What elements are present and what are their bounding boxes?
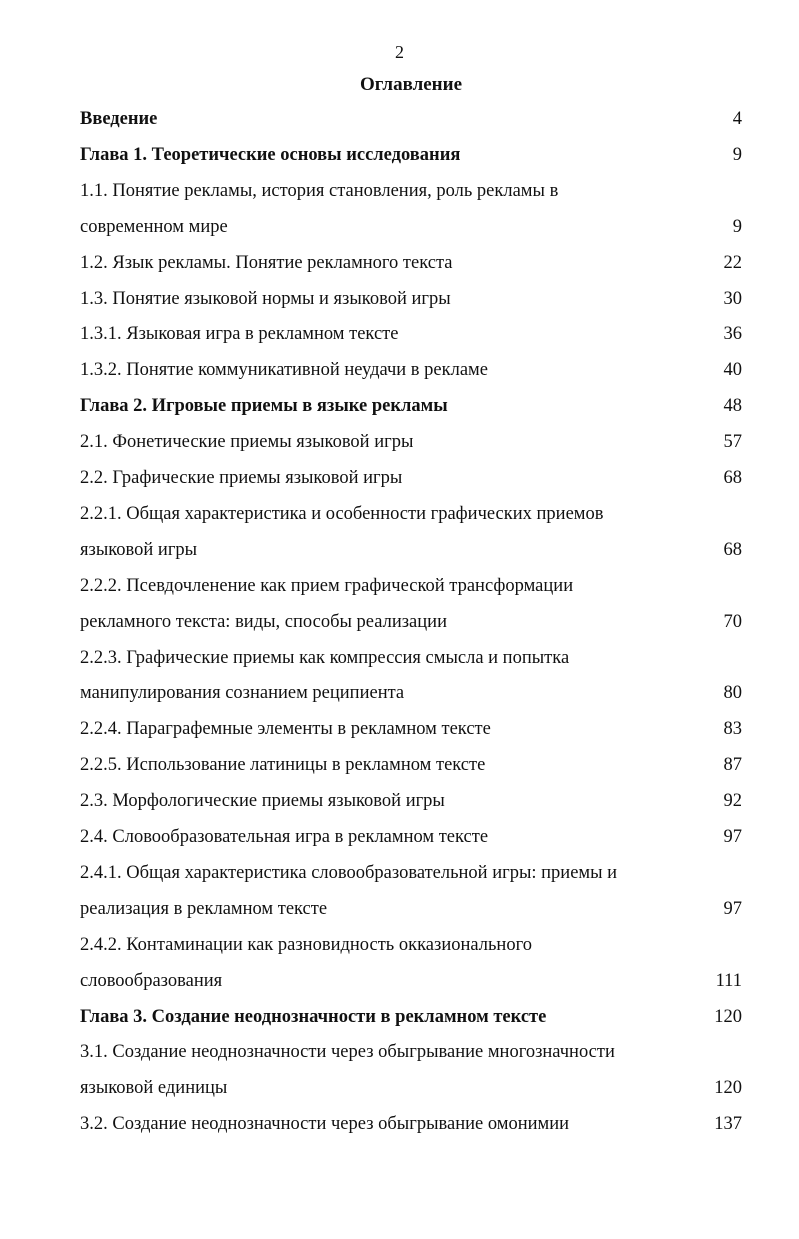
toc-entry-text: 2.2.4. Параграфемные элементы в рекламном тексте (80, 719, 491, 740)
toc-entry-page: 68 (723, 539, 742, 560)
toc-entry-page: 97 (723, 827, 742, 847)
toc-entry-text: 2.2. Графические приемы языковой игры (80, 468, 403, 488)
toc-entry-page: 92 (723, 791, 742, 812)
toc-entry-text: Глава 3. Создание неоднозначности в рекламном тексте (80, 1006, 547, 1027)
toc-entry-text: 1.1. Понятие рекламы, история становления, роль рекламы в (80, 180, 559, 201)
toc-entry-text: рекламного текста: виды, способы реализации (80, 611, 447, 632)
toc-entry-text: 2.2.1. Общая характеристика и особенности графических приемов (80, 503, 604, 524)
toc-entry-page: 9 (732, 216, 742, 237)
toc-entry-text: 2.1. Фонетические приемы языковой игры (80, 432, 414, 453)
toc-entry-page: 97 (723, 898, 742, 919)
toc-entry-page: 30 (723, 288, 742, 309)
toc-entry-page: 111 (715, 970, 742, 991)
page-number: 2 (395, 42, 404, 62)
toc-entry-page: 36 (723, 324, 742, 345)
toc-entry-page: 137 (714, 1114, 742, 1135)
toc-entry-text: 1.2. Язык рекламы. Понятие рекламного текста (80, 252, 453, 273)
toc-entry-page: 80 (723, 683, 742, 704)
toc-entry-page: 120 (714, 1078, 742, 1099)
toc-entry-page: 9 (732, 144, 742, 165)
toc-entry-page: 4 (732, 109, 742, 129)
toc-entry-text: 1.3.2. Понятие коммуникативной неудачи в рекламе (80, 360, 488, 381)
toc-entry-text: 3.2. Создание неоднозначности через обыгрывание омонимии (80, 1114, 570, 1135)
toc-title: Оглавление (359, 74, 463, 95)
toc-entry-text: 2.4.1. Общая характеристика словообразовательной игры: приемы и (80, 862, 618, 883)
toc-entry-page: 40 (723, 360, 742, 381)
toc-entry-page: 70 (723, 611, 742, 632)
toc-entry-text: Введение (80, 109, 158, 129)
toc-entry-text: 1.3.1. Языковая игра в рекламном тексте (80, 324, 399, 345)
toc-entry-text: языковой единицы (80, 1078, 228, 1099)
toc-entry-text: 1.3. Понятие языковой нормы и языковой игры (80, 288, 451, 309)
toc-entry-text: Глава 2. Игровые приемы в языке рекламы (80, 396, 448, 417)
toc-entry-text: 2.2.2. Псевдочленение как прием графической трансформации (80, 575, 574, 596)
toc-entry-text: 2.2.5. Использование латиницы в рекламном тексте (80, 755, 486, 776)
toc-entry-text: 2.2.3. Графические приемы как компрессия смысла и попытка (80, 647, 570, 668)
toc-entry-page: 22 (723, 252, 742, 273)
toc-entry-text: Глава 1. Теоретические основы исследования (80, 144, 461, 165)
toc-entry-text: 3.1. Создание неоднозначности через обыгрывание многозначности (80, 1042, 615, 1063)
toc-entry-page: 57 (723, 432, 742, 453)
toc-entry-text: языковой игры (80, 539, 198, 560)
toc-entry-page: 87 (723, 755, 742, 776)
toc-entry-text: современном мире (80, 216, 228, 237)
toc-entry-page: 120 (714, 1006, 742, 1027)
toc-entry-page: 68 (723, 468, 742, 488)
toc-entry-text: 2.4.2. Контаминации как разновидность окказионального (80, 934, 532, 955)
toc-entry-text: реализация в рекламном тексте (80, 898, 328, 919)
toc-entry-text: манипулирования сознанием реципиента (80, 683, 405, 704)
toc-entry-page: 48 (723, 396, 742, 417)
toc-entry-text: 2.3. Морфологические приемы языковой игры (80, 791, 445, 812)
toc-entry-page: 83 (723, 719, 742, 740)
toc-entry-text: словообразования (80, 970, 223, 991)
toc-entry-text: 2.4. Словообразовательная игра в рекламном тексте (80, 827, 489, 847)
